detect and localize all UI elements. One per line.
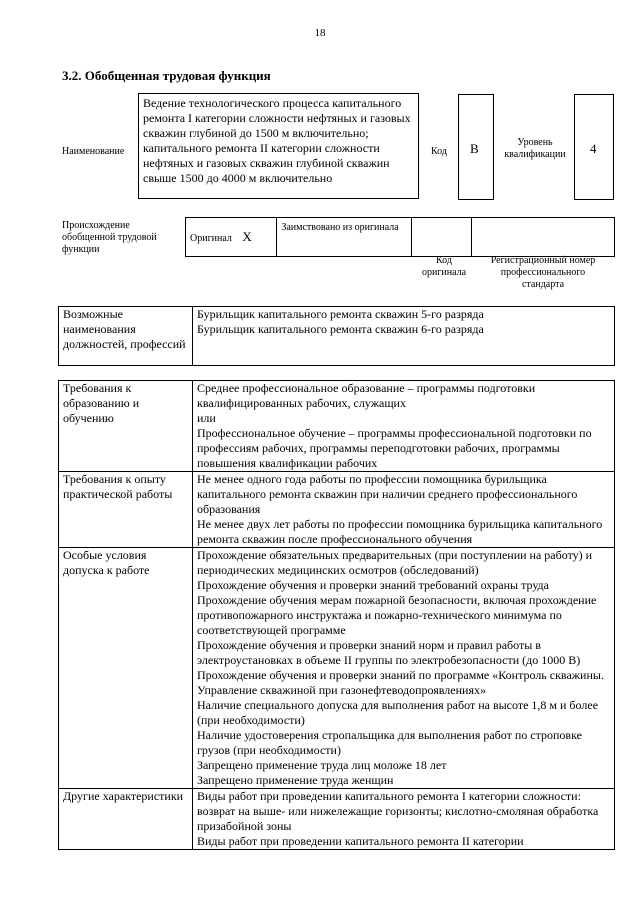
- code-value: B: [470, 141, 479, 156]
- borrowed-label: Заимствовано из оригинала: [281, 222, 399, 233]
- reg-number-caption: Регистрационный номер профессионального стандарта: [490, 255, 596, 290]
- requirement-line: Профессиональное обучение – программы профессиональной подготовки по профессиям рабочих, программы переподготовки рабочих, программы повышения квалификации рабочих: [197, 426, 592, 470]
- position-line: Бурильщик капитального ремонта скважин 6-го разряда: [197, 322, 484, 336]
- requirement-line: Прохождение обучения и проверки знаний требований охраны труда: [197, 578, 549, 592]
- requirement-line: Виды работ при проведении капитального ремонта II категории: [197, 834, 524, 848]
- requirement-line: Прохождение обучения и проверки знаний норм и правил работы в электроустановках в объеме II группы по электробезопасности (до 1000 В): [197, 638, 581, 667]
- table-row: [59, 548, 615, 789]
- original-mark: X: [242, 228, 252, 244]
- other-characteristics-label: Другие характеристики: [59, 789, 193, 850]
- origin-label: Происхождение обобщенной трудовой функции: [62, 220, 157, 255]
- name-value-box: [138, 93, 419, 199]
- requirement-line: Запрещено применение труда женщин: [197, 773, 394, 787]
- code-original-cell: [411, 218, 472, 257]
- code-label: Код: [431, 146, 447, 157]
- origin-table: [185, 217, 615, 257]
- requirement-line: Виды работ при проведении капитального ремонта I категории сложности: возврат на выше- или нижележащие горизонты; кислотно-смоляная обработка призабойной зоны: [197, 789, 599, 833]
- requirement-line: Среднее профессиональное образование – программы подготовки квалифицированных рабочих, служащих: [197, 381, 536, 410]
- borrowed-cell: [277, 218, 411, 257]
- requirement-line: Прохождение обязательных предварительных (при поступлении на работу) и периодических медицинских осмотров (обследований): [197, 548, 593, 577]
- requirement-line: или: [197, 411, 216, 425]
- reg-number-cell: [472, 218, 615, 257]
- education-value: [193, 381, 615, 472]
- requirement-line: Не менее двух лет работы по профессии помощника бурильщика капитального ремонта скважин после профессионального обучения: [197, 517, 603, 546]
- requirement-line: Прохождение обучения мерам пожарной безопасности, включая прохождение противопожарного инструктажа и пожарно-технического минимума по соответствующей программе: [197, 593, 597, 637]
- name-label: Наименование: [62, 146, 125, 157]
- name-value: Ведение технологического процесса капитального ремонта I категории сложности нефтяных и газовых скважин глубиной до 1500 м включительно; капитального ремонта II категории сложности нефтяных и газовых скважин глубиной скважин свыше 1500 до 4000 м включительно: [143, 96, 411, 185]
- level-value: 4: [590, 141, 597, 156]
- special-conditions-value: [193, 548, 615, 789]
- requirement-line: Наличие специального допуска для выполнения работ на высоте 1,8 м и более (при необходимости): [197, 698, 599, 727]
- code-original-caption: Код оригинала: [421, 255, 467, 278]
- positions-table: [58, 306, 615, 366]
- experience-value: [193, 472, 615, 548]
- section-title: 3.2. Обобщенная трудовая функция: [62, 68, 271, 83]
- original-cell: [186, 218, 277, 257]
- special-conditions-label: Особые условия допуска к работе: [59, 548, 193, 789]
- requirement-line: Прохождение обучения и проверки знаний по программе «Контроль скважины. Управление скважиной при газонефтеводопроявлениях»: [197, 668, 604, 697]
- experience-label: Требования к опыту практической работы: [59, 472, 193, 548]
- education-label: Требования к образованию и обучению: [59, 381, 193, 472]
- requirement-line: Наличие удостоверения стропальщика для выполнения работ по строповке грузов (при необходимости): [197, 728, 582, 757]
- requirement-line: Запрещено применение труда лиц моложе 18 лет: [197, 758, 447, 772]
- level-label: Уровень квалификации: [504, 137, 566, 160]
- other-characteristics-value: [193, 789, 615, 850]
- page-number: 18: [314, 27, 326, 39]
- table-row: [59, 307, 615, 366]
- requirements-table: [58, 380, 615, 850]
- positions-label: Возможные наименования должностей, профессий: [59, 307, 193, 366]
- table-row: [59, 381, 615, 472]
- table-row: [59, 789, 615, 850]
- positions-value: [193, 307, 615, 366]
- requirement-line: Не менее одного года работы по профессии помощника бурильщика капитального ремонта скважин при наличии среднего профессионального образования: [197, 472, 578, 516]
- position-line: Бурильщик капитального ремонта скважин 5-го разряда: [197, 307, 484, 321]
- table-row: [59, 472, 615, 548]
- original-label: Оригинал: [190, 232, 232, 244]
